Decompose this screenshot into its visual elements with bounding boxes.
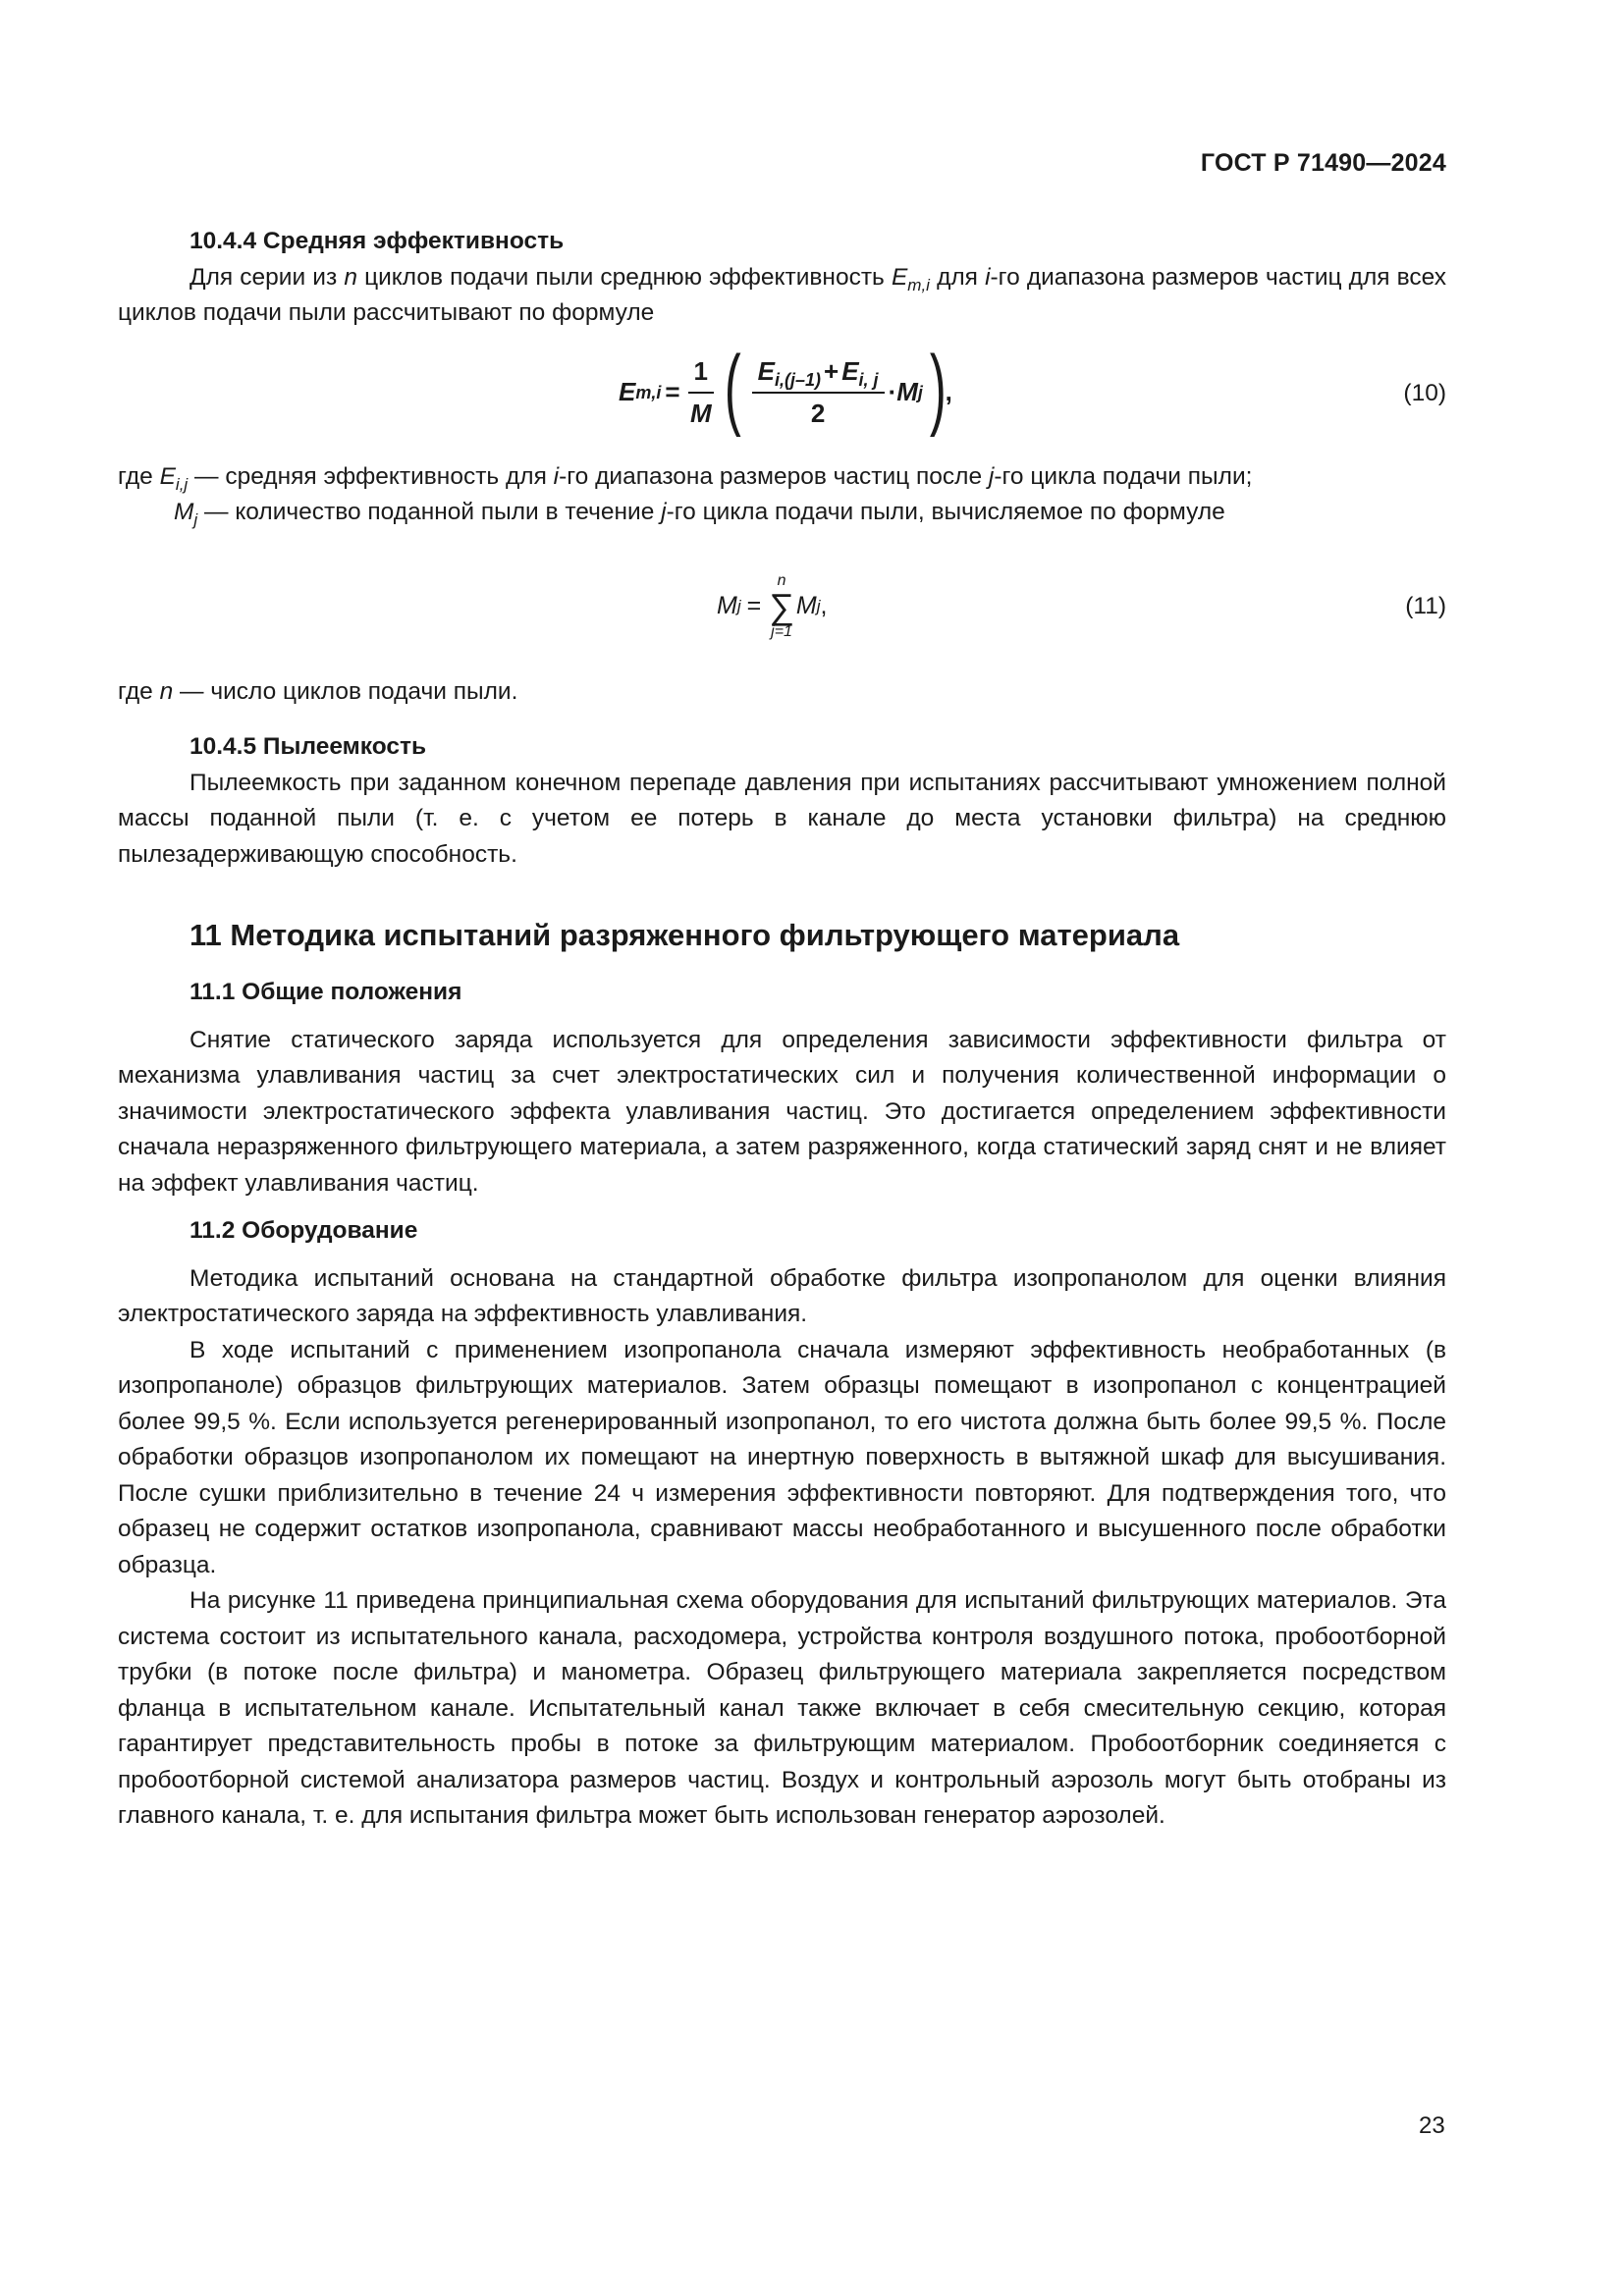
section-heading-11: 11 Методика испытаний разряженного фильтрующего материала bbox=[189, 918, 1180, 952]
document-id: ГОСТ Р 71490—2024 bbox=[1200, 149, 1446, 177]
page-content bbox=[118, 224, 1446, 1835]
paragraph-11-2-3: На рисунке 11 приведена принципиальная схема оборудования для испытаний фильтрующих материалов. Эта система состоит из испытательного канала, расходомера, устройства контроля воздушного потока, пробоотборной трубки (в потоке после фильтра) и манометра. Образец фильтрующего материала закрепляется посредством фланца в испытательном канале. Испытательный канал также включает в себя смесительную секцию, которая гарантирует представительность пробы в потоке за фильтрующим материалом. Пробоотборник соединяется с пробоотборной системой анализатора размеров частиц. Воздух и контрольный аэрозоль могут быть отобраны из главного канала, т. е. для испытания фильтра может быть использован генератор аэрозолей. bbox=[118, 1587, 1446, 1829]
page-number: 23 bbox=[1419, 2112, 1445, 2139]
fraction-one-over-m: $\frac{1}{M}$ bbox=[688, 353, 714, 431]
formula-11: M j = n ∑ j=1 M j , bbox=[717, 571, 828, 640]
fraction-mean-efficiency: $\frac{E_{i,(j-1)} + E_{i, j}}{2}$ bbox=[752, 353, 885, 431]
paragraph-11-1: Снятие статического заряда используется для определения зависимости эффективности фильтра от механизма улавливания частиц за счет электростатических сил и получения количественной информации о значимости электростатического эффекта улавливания частиц. Это достигается определением эффективности сначала неразряженного фильтрующего материала, а затем разряженного, когда статический заряд снят и не влияет на эффект улавливания частиц. bbox=[118, 1026, 1446, 1197]
paragraph-10-4-5: Пылеемкость при заданном конечном перепаде давления при испытаниях рассчитывают умножением полной массы поданной пыли (т. е. с учетом ее потерь в канале до места установки фильтра) на среднюю пылезадерживающую способность. bbox=[118, 769, 1446, 868]
where-line-n: где n — число циклов подачи пыли. bbox=[118, 677, 518, 705]
where-line-m: $M_j$ — количество поданной пыли в течение j-го цикла подачи пыли, вычисляемое по формуле bbox=[174, 499, 1225, 529]
formula-11-row bbox=[118, 553, 1446, 661]
formula-number-11: (11) bbox=[1405, 592, 1446, 619]
paragraph-10-4-4: Для серии из n циклов подачи пыли среднюю эффективность $E_{m,i}$ для i-го диапазона размеров частиц для всех циклов подачи пыли рассчитывают по формуле bbox=[118, 263, 1446, 326]
formula-10-row bbox=[118, 334, 1446, 454]
section-heading-11-1: 11.1 Общие положения bbox=[189, 979, 462, 1005]
section-heading-11-2: 11.2 Оборудование bbox=[189, 1217, 418, 1244]
where-block-10 bbox=[118, 459, 1446, 531]
section-heading-10-4-5: 10.4.5 Пылеемкость bbox=[189, 733, 427, 760]
formula-number-10: (10) bbox=[1403, 379, 1446, 406]
where-line-e: где $E_{i,j}$ — средняя эффективность для i-го диапазона размеров частиц после j-го цикла подачи пыли; bbox=[118, 462, 1253, 494]
paragraph-11-2-1: Методика испытаний основана на стандартной обработке фильтра изопропанолом для оценки влияния электростатического заряда на эффективность улавливания. bbox=[118, 1264, 1446, 1327]
formula-10: E m,i = $\frac{1}{M}$ ( $\frac{E_{i,(j-1)} + E_{i, j}}{2}$ · M j ) , bbox=[619, 337, 952, 438]
paragraph-11-2-2: В ходе испытаний с применением изопропанола сначала измеряют эффективность необработанных (в изопропаноле) образцов фильтрующих материалов. Затем образцы помещают в изопропанол с концентрацией более 99,5 %. Если используется регенерированный изопропанол, то его чистота должна быть более 99,5 %. После обработки образцов изопропанолом их помещают на инертную поверхность в вытяжной шкаф для высушивания. После сушки приблизительно в течение 24 ч измерения эффективности повторяют. Для подтверждения того, что образец не содержит остатков изопропанола, сравнивают массы необработанного и высушенного после обработки образца. bbox=[118, 1336, 1446, 1578]
section-heading-10-4-4: 10.4.4 Средняя эффективность bbox=[189, 228, 565, 254]
sum-symbol: n ∑ j=1 bbox=[769, 571, 794, 640]
